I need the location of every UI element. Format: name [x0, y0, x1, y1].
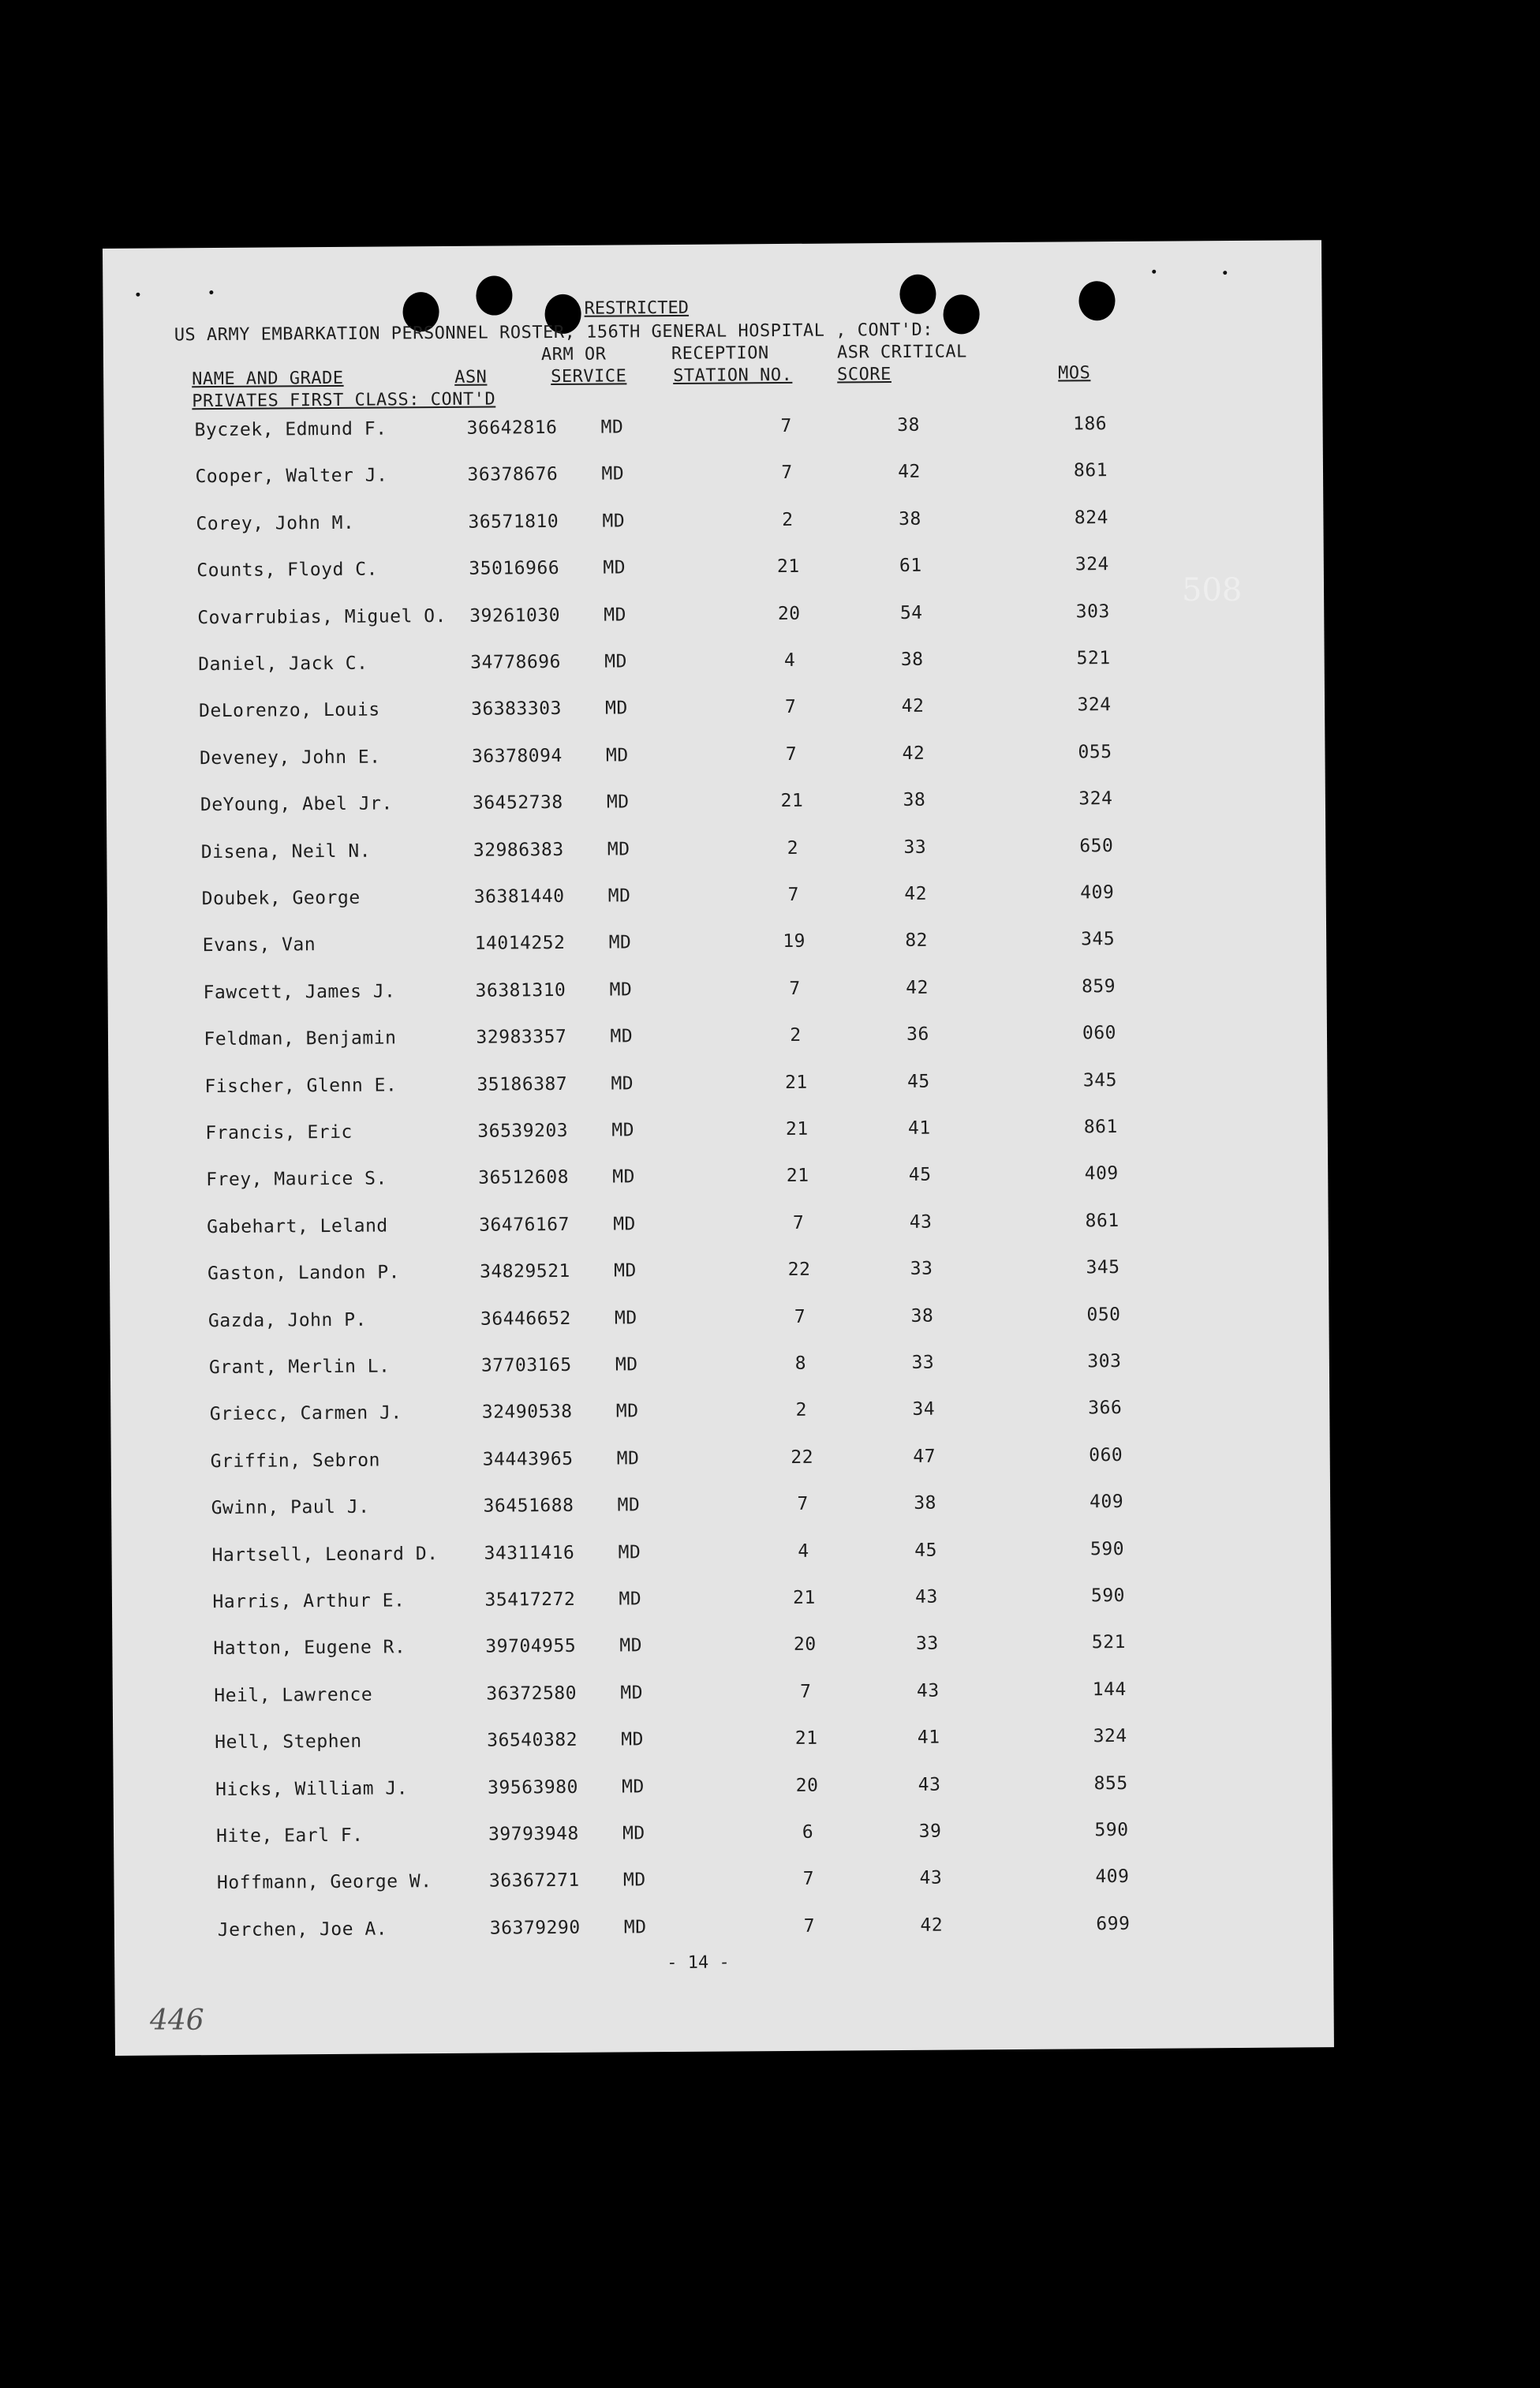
station-cell: 19	[783, 931, 806, 953]
score-cell: 41	[917, 1727, 940, 1749]
mos-cell: 060	[1082, 1023, 1117, 1044]
station-cell: 2	[790, 1025, 802, 1046]
asn-cell: 36512608	[478, 1167, 570, 1189]
table-row	[112, 1630, 1344, 1666]
score-cell: 33	[915, 1634, 939, 1655]
score-cell: 39	[918, 1821, 942, 1842]
mos-cell: 324	[1077, 694, 1112, 716]
mos-cell: 861	[1073, 460, 1108, 481]
service-cell: MD	[614, 1307, 637, 1329]
service-cell: MD	[613, 1260, 637, 1282]
station-cell: 7	[802, 1869, 815, 1890]
service-cell: MD	[611, 1072, 634, 1095]
dot-mark	[209, 290, 213, 294]
score-cell: 38	[898, 508, 921, 530]
soldier-name: Daniel, Jack C.	[198, 653, 368, 676]
score-cell: 54	[899, 602, 923, 623]
service-cell: MD	[606, 792, 630, 813]
mos-cell: 186	[1072, 414, 1108, 435]
asn-cell: 36378676	[467, 464, 559, 486]
table-row	[110, 1303, 1338, 1338]
service-cell: MD	[618, 1541, 641, 1563]
stamp-number: 508	[1182, 572, 1243, 608]
soldier-name: Fischer, Glenn E.	[204, 1075, 398, 1097]
table-row	[111, 1537, 1342, 1573]
mos-cell: 050	[1086, 1304, 1121, 1325]
score-cell: 61	[899, 555, 922, 577]
service-cell: MD	[604, 651, 627, 672]
soldier-name: Gazda, John P.	[207, 1309, 367, 1331]
score-cell: 33	[911, 1352, 935, 1373]
station-cell: 2	[782, 509, 794, 530]
punch-hole	[1078, 281, 1115, 320]
asn-cell: 14014252	[474, 933, 566, 955]
soldier-name: Griffin, Sebron	[210, 1450, 381, 1472]
service-cell: MD	[622, 1870, 646, 1891]
asn-cell: 34778696	[470, 651, 562, 673]
soldier-name: Byczek, Edmund F.	[194, 418, 387, 441]
station-cell: 22	[787, 1259, 811, 1281]
station-cell: 7	[800, 1681, 812, 1702]
station-cell: 21	[794, 1727, 818, 1750]
service-cell: MD	[621, 1729, 645, 1750]
soldier-name: DeYoung, Abel Jr.	[200, 793, 393, 816]
asn-cell: 36383303	[470, 698, 562, 721]
table-row	[104, 412, 1323, 447]
score-cell: 38	[900, 649, 924, 670]
station-cell: 21	[780, 791, 804, 812]
table-row	[104, 459, 1324, 495]
service-cell: MD	[613, 1214, 636, 1235]
score-cell: 45	[908, 1165, 932, 1186]
station-cell: 4	[798, 1540, 809, 1562]
table-row	[107, 928, 1332, 964]
table-row	[110, 1209, 1336, 1245]
asn-cell: 35016966	[469, 558, 560, 579]
table-row	[114, 1772, 1347, 1807]
table-row	[110, 1349, 1339, 1385]
header-score: SCORE	[837, 365, 891, 385]
asn-cell: 37703165	[480, 1354, 572, 1376]
table-row	[106, 694, 1328, 729]
asn-cell: 36571810	[468, 511, 559, 533]
score-cell: 38	[910, 1305, 934, 1327]
soldier-name: Gwinn, Paul J.	[211, 1496, 370, 1519]
asn-cell: 36476167	[479, 1214, 570, 1236]
station-cell: 20	[793, 1634, 817, 1656]
mos-cell: 324	[1078, 788, 1113, 810]
punch-hole	[899, 275, 936, 314]
station-cell: 7	[787, 884, 800, 905]
soldier-name: Hicks, William J.	[215, 1777, 409, 1800]
soldier-name: Fawcett, James J.	[203, 981, 396, 1003]
score-cell: 42	[920, 1915, 944, 1936]
station-cell: 21	[785, 1118, 809, 1140]
station-cell: 20	[795, 1775, 819, 1796]
soldier-name: Frey, Maurice S.	[206, 1168, 387, 1191]
header-mos: MOS	[1058, 363, 1091, 384]
score-cell: 41	[907, 1117, 931, 1139]
mos-cell: 859	[1081, 975, 1116, 997]
soldier-name: Hell, Stephen	[215, 1731, 362, 1754]
soldier-name: Hite, Earl F.	[215, 1825, 364, 1847]
table-row	[110, 1256, 1337, 1291]
mos-cell: 055	[1078, 741, 1112, 763]
asn-cell: 36642816	[466, 417, 558, 439]
asn-cell: 39563980	[488, 1776, 578, 1798]
soldier-name: Hoffmann, George W.	[216, 1871, 432, 1894]
score-cell: 47	[913, 1446, 936, 1467]
score-cell: 33	[903, 837, 927, 858]
service-cell: MD	[615, 1401, 639, 1422]
station-cell: 21	[784, 1072, 808, 1093]
asn-cell: 36540382	[487, 1730, 578, 1751]
service-cell: MD	[608, 932, 632, 953]
mos-cell: 324	[1093, 1726, 1127, 1747]
station-cell: 7	[792, 1212, 805, 1233]
mos-cell: 590	[1090, 1538, 1125, 1559]
score-cell: 82	[905, 930, 929, 952]
service-cell: MD	[623, 1917, 647, 1938]
soldier-name: DeLorenzo, Louis	[199, 699, 380, 722]
header-reception: RECEPTION	[671, 343, 769, 364]
asn-cell: 35186387	[477, 1073, 568, 1095]
soldier-name: Harris, Arthur E.	[212, 1590, 406, 1613]
service-cell: MD	[620, 1682, 644, 1704]
table-row	[114, 1912, 1348, 1948]
mos-cell: 060	[1089, 1444, 1123, 1466]
table-row	[105, 552, 1325, 588]
section-heading: PRIVATES FIRST CLASS: CONT'D	[192, 389, 496, 412]
service-cell: MD	[601, 463, 625, 485]
table-row	[107, 787, 1329, 822]
station-cell: 20	[777, 603, 801, 624]
asn-cell: 34311416	[484, 1542, 575, 1564]
station-cell: 22	[791, 1447, 814, 1468]
soldier-name: Feldman, Benjamin	[204, 1027, 397, 1050]
mos-cell: 303	[1087, 1351, 1122, 1372]
mos-cell: 324	[1075, 554, 1109, 575]
station-cell: 4	[783, 649, 796, 671]
table-row	[106, 646, 1327, 682]
header-name-grade: NAME AND GRADE	[192, 368, 344, 390]
score-cell: 45	[906, 1071, 930, 1092]
asn-cell: 36451688	[483, 1495, 574, 1517]
asn-cell: 36367271	[488, 1870, 580, 1892]
station-cell: 21	[793, 1587, 816, 1608]
score-cell: 43	[909, 1211, 933, 1233]
asn-cell: 36381440	[473, 885, 565, 908]
dot-mark	[1223, 271, 1227, 275]
score-cell: 42	[904, 883, 928, 904]
score-cell: 45	[914, 1540, 937, 1561]
page-number: - 14 -	[667, 1952, 730, 1974]
soldier-name: Hartsell, Leonard D.	[211, 1543, 439, 1566]
mos-cell: 345	[1081, 929, 1116, 950]
service-cell: MD	[619, 1635, 643, 1656]
station-cell: 7	[780, 415, 792, 437]
score-cell: 38	[897, 414, 921, 436]
station-cell: 7	[803, 1915, 816, 1937]
table-row	[104, 506, 1324, 541]
mos-cell: 861	[1083, 1117, 1118, 1138]
soldier-name: Gaston, Landon P.	[207, 1262, 401, 1285]
mos-cell: 699	[1096, 1913, 1131, 1935]
mos-cell: 345	[1086, 1257, 1120, 1278]
service-cell: MD	[612, 1166, 636, 1188]
mos-cell: 409	[1095, 1866, 1130, 1888]
score-cell: 43	[918, 1774, 941, 1795]
service-cell: MD	[600, 417, 624, 438]
station-cell: 7	[784, 697, 797, 718]
header-service: SERVICE	[551, 366, 627, 387]
soldier-name: Grant, Merlin L.	[208, 1356, 391, 1379]
service-cell: MD	[609, 979, 633, 1001]
score-cell: 34	[912, 1399, 936, 1420]
dot-mark	[136, 293, 140, 297]
service-cell: MD	[602, 511, 626, 532]
station-cell: 7	[789, 978, 801, 999]
table-row	[106, 740, 1328, 776]
pencil-number: 446	[150, 2004, 204, 2037]
service-cell: MD	[616, 1448, 640, 1469]
station-cell: 2	[787, 837, 799, 859]
service-cell: MD	[604, 604, 627, 626]
mos-cell: 366	[1088, 1398, 1123, 1419]
soldier-name: Jerchen, Joe A.	[217, 1918, 388, 1941]
classification-label: RESTRICTED	[584, 298, 690, 319]
mos-cell: 345	[1082, 1069, 1117, 1091]
asn-cell: 34829521	[479, 1261, 570, 1282]
soldier-name: Gabehart, Leland	[207, 1215, 388, 1237]
table-row	[112, 1584, 1343, 1619]
table-row	[111, 1443, 1340, 1479]
service-cell: MD	[604, 698, 628, 719]
document-title: US ARMY EMBARKATION PERSONNEL ROSTER, 156TH GENERAL HOSPITAL , CONT'D:	[174, 320, 934, 346]
table-row	[108, 1021, 1333, 1057]
station-cell: 8	[794, 1353, 807, 1374]
header-arm-or: ARM OR	[540, 344, 607, 365]
service-cell: MD	[615, 1354, 638, 1376]
roster-page	[103, 240, 1334, 2056]
mos-cell: 861	[1085, 1210, 1119, 1232]
dot-mark	[1152, 270, 1156, 274]
mos-cell: 521	[1091, 1632, 1126, 1653]
asn-cell: 36372580	[486, 1682, 578, 1705]
station-cell: 7	[785, 743, 798, 765]
service-cell: MD	[607, 885, 631, 907]
table-row	[109, 1162, 1336, 1198]
station-cell: 7	[797, 1493, 809, 1515]
header-station: STATION NO.	[673, 365, 793, 386]
service-cell: MD	[622, 1823, 645, 1844]
score-cell: 42	[901, 696, 925, 717]
service-cell: MD	[610, 1026, 634, 1047]
asn-cell: 39704955	[485, 1636, 577, 1658]
mos-cell: 650	[1079, 835, 1114, 856]
asn-cell: 36446652	[480, 1308, 571, 1330]
table-row	[109, 1115, 1335, 1151]
table-row	[111, 1490, 1341, 1525]
asn-cell: 32983357	[476, 1027, 567, 1048]
mos-cell: 590	[1094, 1819, 1129, 1841]
service-cell: MD	[611, 1120, 635, 1141]
asn-cell: 36378094	[471, 745, 563, 767]
table-row	[108, 1069, 1334, 1104]
station-cell: 7	[794, 1306, 806, 1327]
score-cell: 42	[902, 743, 925, 764]
table-row	[113, 1678, 1344, 1713]
soldier-name: Francis, Eric	[205, 1121, 353, 1144]
soldier-name: Doubek, George	[201, 887, 361, 910]
mos-cell: 409	[1080, 882, 1115, 904]
punch-hole	[943, 294, 979, 334]
mos-cell: 521	[1076, 648, 1111, 669]
soldier-name: Deveney, John E.	[199, 747, 381, 769]
service-cell: MD	[617, 1495, 641, 1516]
table-row	[105, 600, 1326, 635]
score-cell: 42	[898, 462, 921, 483]
soldier-name: Covarrubias, Miguel O.	[197, 605, 447, 628]
asn-cell: 32986383	[473, 839, 564, 861]
asn-cell: 32490538	[481, 1402, 573, 1424]
mos-cell: 409	[1084, 1163, 1119, 1185]
asn-cell: 36452738	[472, 792, 563, 814]
soldier-name: Griecc, Carmen J.	[209, 1402, 402, 1425]
soldier-name: Corey, John M.	[196, 512, 355, 534]
header-asn: ASN	[454, 367, 488, 387]
service-cell: MD	[605, 745, 629, 766]
asn-cell: 36539203	[477, 1120, 569, 1142]
asn-cell: 34443965	[482, 1448, 574, 1470]
station-cell: 21	[776, 556, 800, 578]
header-asr-critical: ASR CRITICAL	[836, 342, 967, 363]
table-row	[107, 975, 1332, 1010]
station-cell: 6	[802, 1821, 814, 1843]
service-cell: MD	[607, 838, 630, 860]
asn-cell: 36381310	[475, 979, 566, 1001]
station-cell: 7	[781, 462, 793, 484]
score-cell: 38	[914, 1492, 937, 1514]
score-cell: 33	[910, 1258, 933, 1280]
score-cell: 43	[915, 1586, 938, 1608]
soldier-name: Heil, Lawrence	[214, 1684, 373, 1706]
soldier-name: Hatton, Eugene R.	[213, 1637, 406, 1660]
mos-cell: 409	[1089, 1492, 1124, 1513]
mos-cell: 855	[1093, 1772, 1128, 1794]
punch-hole	[476, 275, 512, 315]
table-row	[107, 834, 1330, 870]
score-cell: 36	[906, 1024, 929, 1046]
asn-cell: 35417272	[484, 1589, 576, 1611]
score-cell: 38	[903, 789, 926, 811]
table-row	[107, 881, 1331, 916]
soldier-name: Evans, Van	[202, 934, 316, 956]
soldier-name: Counts, Floyd C.	[196, 559, 379, 582]
service-cell: MD	[622, 1776, 645, 1798]
table-row	[114, 1865, 1348, 1900]
table-row	[114, 1818, 1347, 1854]
station-cell: 2	[795, 1400, 808, 1421]
score-cell: 42	[906, 977, 929, 998]
asn-cell: 39793948	[488, 1823, 579, 1845]
table-row	[113, 1724, 1345, 1760]
soldier-name: Disena, Neil N.	[200, 840, 372, 863]
mos-cell: 590	[1090, 1585, 1126, 1607]
mos-cell: 144	[1092, 1679, 1127, 1701]
table-row	[110, 1396, 1340, 1432]
service-cell: MD	[619, 1589, 642, 1610]
asn-cell: 39261030	[469, 604, 561, 627]
station-cell: 21	[786, 1166, 809, 1187]
soldier-name: Cooper, Walter J.	[195, 465, 388, 488]
score-cell: 43	[916, 1680, 940, 1701]
score-cell: 43	[919, 1868, 943, 1889]
asn-cell: 36379290	[489, 1917, 581, 1939]
service-cell: MD	[603, 557, 626, 578]
mos-cell: 824	[1074, 507, 1109, 529]
mos-cell: 303	[1075, 601, 1110, 622]
